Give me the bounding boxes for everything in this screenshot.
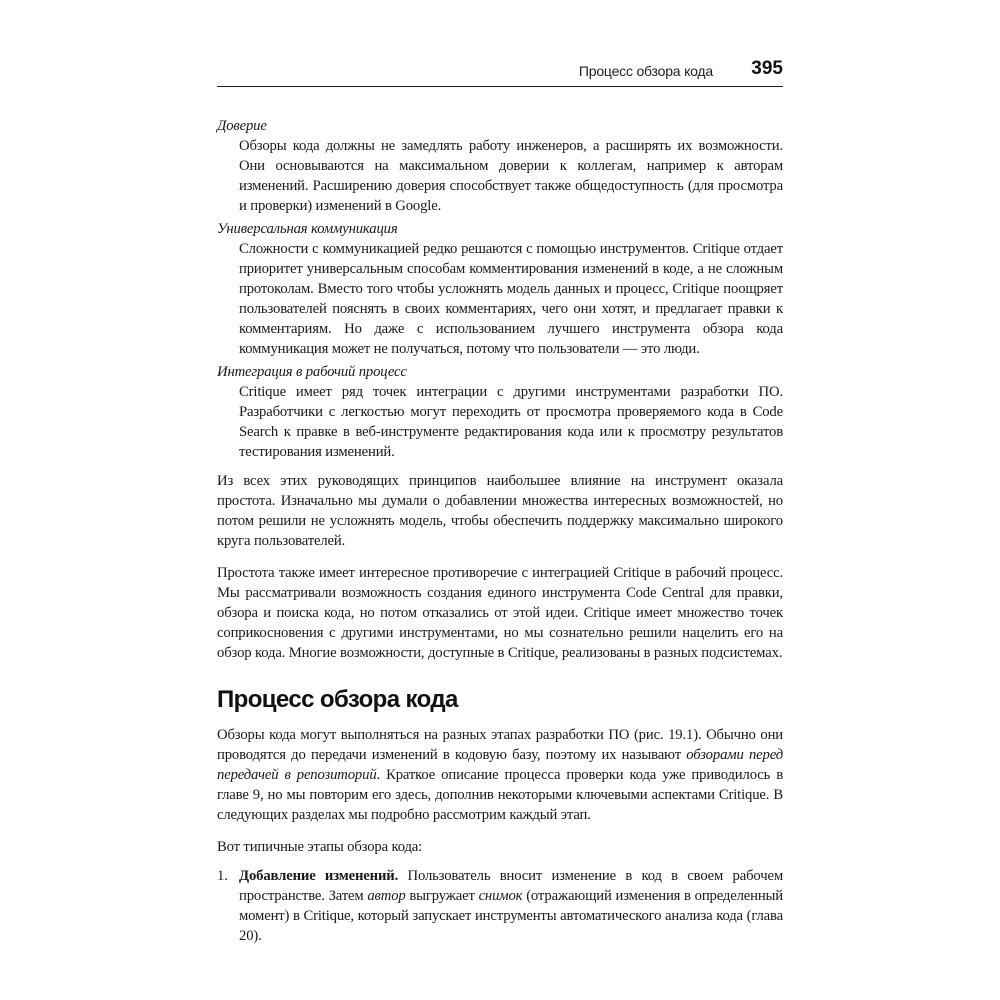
text-run: выгружает [405, 888, 479, 904]
step-title: Добавление изменений. [239, 868, 399, 884]
principle-term: Доверие [217, 118, 267, 134]
page-body [217, 116, 783, 946]
text-run: (отражающий изменения в определенный момент) в Critique, который запускает инструменты автоматического анализа кода (глава 20). [239, 888, 783, 944]
list-number: 1. [217, 868, 228, 884]
text-run: . Краткое описание процесса проверки кода уже приводилось в главе 9, но мы повторим его здесь, дополнив некоторыми ключевыми аспектами Critique. В следующих разделах мы подробно рассмотрим каждый этап. [217, 767, 783, 823]
principle-term: Универсальная коммуникация [217, 221, 398, 237]
principle-workflow-integration [217, 362, 783, 462]
text-run: Обзоры кода могут выполняться на разных этапах разработки ПО (рис. 19.1). Обычно они проводятся до передачи изменений в кодовую базу, поэтому их называют [217, 727, 783, 763]
section-heading: Процесс обзора кода [217, 686, 458, 713]
running-header [217, 56, 783, 87]
principle-definition: Обзоры кода должны не замедлять работу инженеров, а расширять их возможности. Они основываются на максимальном доверии к коллегам, например к авторам изменений. Расширению доверия способствует также общедоступность (для просмотра и проверки) изменений в Google. [239, 138, 783, 214]
body-paragraph: Из всех этих руководящих принципов наибольшее влияние на инструмент оказала простота. Изначально мы думали о добавлении множества интересных возможностей, но потом решили не усложнять модель, чтобы обеспечить поддержку максимально широкого круга пользователей. [217, 473, 783, 549]
emphasized-term: автор [367, 888, 406, 904]
book-page [217, 0, 783, 1000]
text-run: Пользователь вносит изменение в код в своем рабочем пространстве. Затем [239, 868, 783, 904]
body-paragraph: Вот типичные этапы обзора кода: [217, 839, 423, 855]
principle-communication [217, 219, 783, 359]
principle-term: Интеграция в рабочий процесс [217, 364, 407, 380]
body-paragraph [217, 725, 783, 825]
list-item [217, 866, 783, 946]
steps-list [217, 866, 783, 946]
principle-definition: Critique имеет ряд точек интеграции с другими инструментами разработки ПО. Разработчики с легкостью могут переходить от просмотра проверяемого кода в Code Search к правке в веб-инструменте редактирования кода или к просмотру результатов тестирования изменений. [239, 384, 783, 460]
body-paragraph: Простота также имеет интересное противоречие с интеграцией Critique в рабочий процесс. Мы рассматривали возможность создания единого инструмента Code Central для правки, обзора и поиска кода, но потом отказались от этой идеи. Critique имеет множество точек соприкосновения с другими инструментами, но мы сознательно решили нацелить его на обзор кода. Многие возможности, доступные в Critique, реализованы в разных подсистемах. [217, 565, 783, 661]
principle-definition: Сложности с коммуникацией редко решаются с помощью инструментов. Critique отдает приоритет универсальным способам комментирования изменений в коде, а не сложным протоколам. Вместо того чтобы усложнять модель данных и процесс, Critique поощряет пользователей пояснять в своих комментариях, чего они хотят, и предлагает правки к комментариям. Но даже с использованием лучшего инструмента обзора кода коммуникация может не получаться, потому что пользователи — это люди. [239, 241, 783, 357]
principle-trust [217, 116, 783, 216]
emphasized-term: снимок [478, 888, 523, 904]
running-title: Процесс обзора кода [578, 63, 713, 79]
emphasized-term: обзорами перед передачей в репозиторий [217, 747, 783, 783]
page-number: 395 [751, 58, 783, 79]
